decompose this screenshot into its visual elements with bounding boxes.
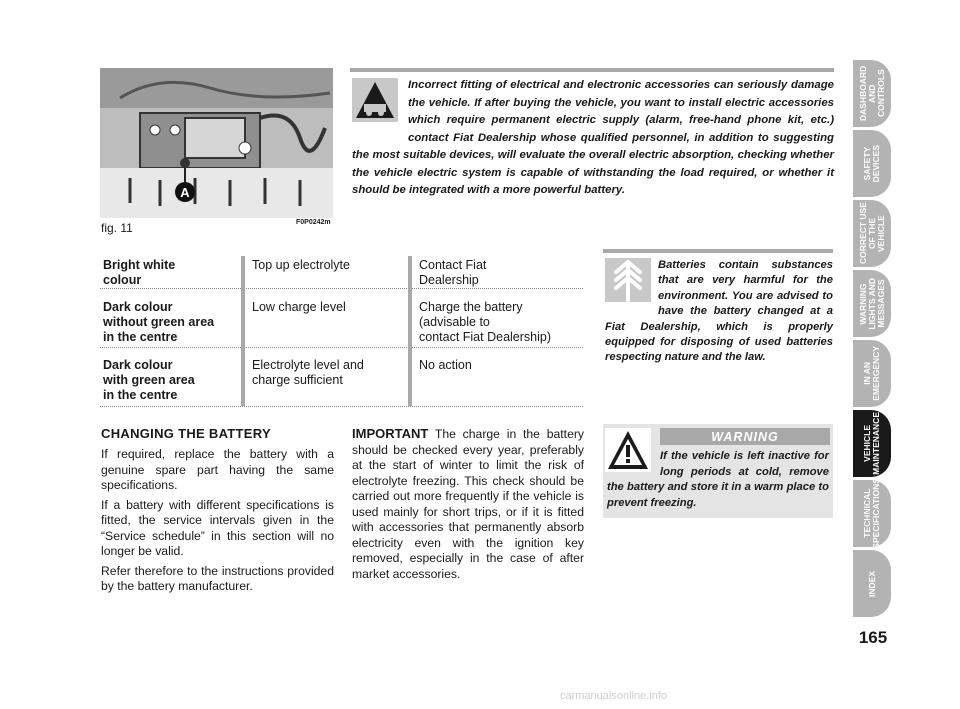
- tab-dashboard-and-controls[interactable]: DASHBOARD AND CONTROLS: [853, 60, 891, 127]
- page-number: 165: [858, 628, 888, 647]
- table-cell-action: Contact Fiat Dealership: [419, 258, 487, 287]
- table-column-divider: [408, 256, 412, 406]
- table-cell-meaning: Top up electrolyte: [252, 258, 350, 272]
- tab-technical-specifications[interactable]: TECHNICAL SPECIFICATIONS: [853, 480, 891, 547]
- important-label: IMPORTANT: [352, 426, 429, 441]
- paragraph: If a battery with different specifications is fitted, the service intervals given in the “Service schedule” in this section will no longer be valid.: [101, 497, 334, 558]
- environment-divider: [603, 249, 833, 253]
- figure-caption: fig. 11: [101, 221, 133, 235]
- table-column-divider: [241, 256, 245, 406]
- table-row: [100, 348, 583, 407]
- environment-notice: Batteries contain substances that are very harmful for the environment. You are advised to have the battery changed at a Fiat Dealership, which is properly equipped for disposing of used batteries respecting nature and the law.: [605, 259, 833, 364]
- paragraph: Refer therefore to the instructions provided by the battery manufacturer.: [101, 563, 334, 593]
- changing-battery-text: [101, 447, 334, 599]
- important-note: [352, 426, 584, 582]
- table-cell-state: Bright white colour: [103, 258, 176, 287]
- table-cell-action: Charge the battery (advisable to contact Fiat Dealership): [419, 300, 552, 344]
- tab-index[interactable]: INDEX: [853, 550, 891, 617]
- figure-marker: A: [180, 185, 190, 200]
- important-text: The charge in the battery should be checked every year, preferably at the start of winter to limit the risk of electrolyte freezing. This check should be carried out more frequently if the vehicle is used mainly for short trips, or if it is fitted with accessories that permanently absorb electricity even with the ignition key removed, especially in the case of after market accessories.: [352, 427, 584, 581]
- paragraph: If required, replace the battery with a genuine spare part having the same specifications.: [101, 447, 334, 492]
- tab-warning-lights[interactable]: WARNING LIGHTS AND MESSAGES: [853, 270, 891, 337]
- tab-safety-devices[interactable]: SAFETY DEVICES: [853, 130, 891, 197]
- accessories-notice: Incorrect fitting of electrical and electronic accessories can seriously damage the vehicle. If after buying the vehicle, you want to install electric accessories which require permanent electric supply (alarm, free-hand phone kit, etc.) contact Fiat Dealership whose qualified personnel, in addition to suggesting the most suitable devices, will evaluate the overall electric absorption, checking whether the vehicle electric system is capable of withstanding the load required, or whether it should be integrated with a more powerful battery.: [352, 79, 834, 196]
- section-heading: CHANGING THE BATTERY: [101, 426, 271, 441]
- table-cell-state: Dark colour with green area in the centre: [103, 358, 195, 402]
- figure-code: F0P0242m: [296, 219, 331, 226]
- battery-figure: [100, 68, 333, 218]
- battery-indicator-table: [100, 256, 583, 407]
- warning-label: WARNING: [660, 428, 830, 445]
- table-cell-meaning: Low charge level: [252, 300, 346, 314]
- tab-vehicle-maintenance[interactable]: VEHICLE MAINTENANCE: [853, 410, 891, 477]
- table-cell-meaning: Electrolyte level and charge sufficient: [252, 358, 364, 387]
- warning-text: If the vehicle is left inactive for long periods at cold, remove the battery and store it in a warm place to prevent freezing.: [607, 450, 829, 509]
- table-row: [100, 256, 583, 289]
- tab-correct-use[interactable]: CORRECT USE OF THE VEHICLE: [853, 200, 891, 267]
- table-cell-state: Dark colour without green area in the centre: [103, 300, 215, 344]
- table-row: [100, 289, 583, 348]
- table-cell-action: No action: [419, 358, 472, 372]
- tab-emergency[interactable]: IN AN EMERGENCY: [853, 340, 891, 407]
- notice-divider: [350, 68, 834, 72]
- watermark: carmanualsonline.info: [560, 690, 668, 702]
- battery-illustration: [100, 68, 333, 218]
